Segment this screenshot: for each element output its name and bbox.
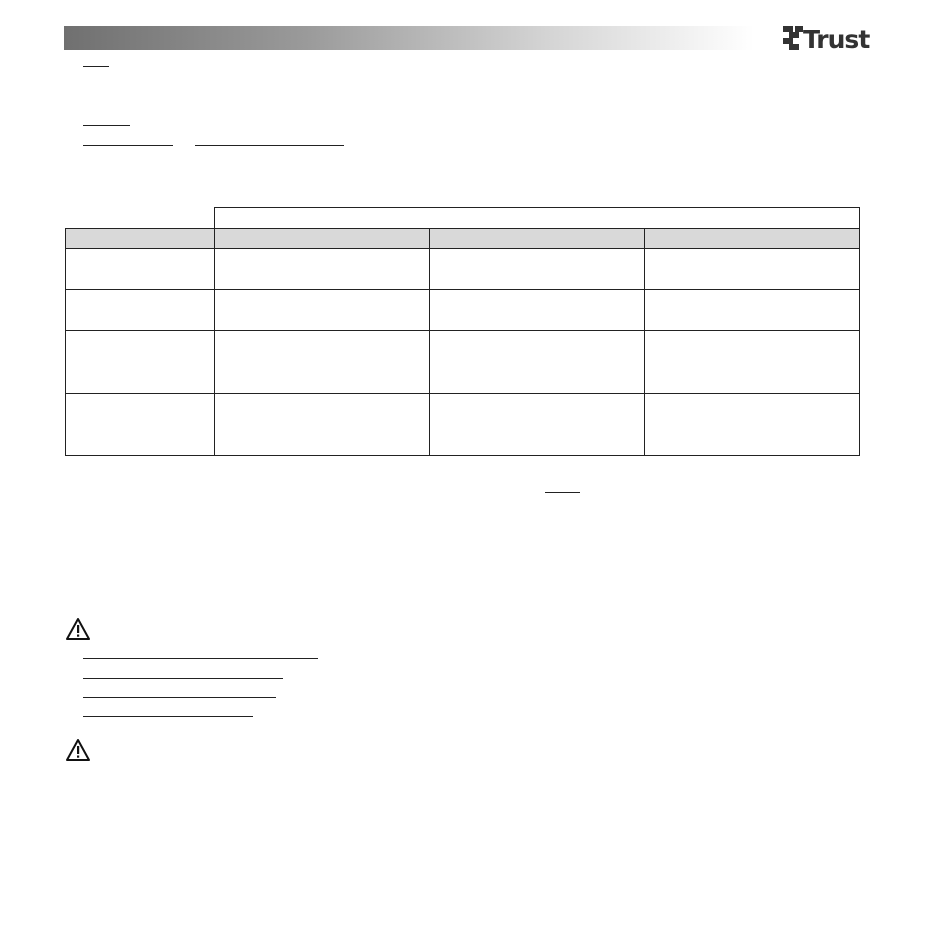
table-cell — [645, 394, 860, 456]
table-header-cell — [430, 229, 645, 249]
table-cell — [645, 290, 860, 331]
table-group-header — [215, 208, 860, 229]
link-underline — [195, 145, 344, 146]
link-underline — [83, 145, 173, 146]
trust-logo-text: Trust — [803, 25, 870, 52]
link-underline — [83, 678, 283, 679]
table-cell — [215, 331, 430, 394]
trust-logo-icon — [783, 26, 803, 50]
table-cell — [215, 249, 430, 290]
header-gradient-bar — [64, 26, 754, 50]
trust-logo — [783, 22, 891, 52]
table-header-cell — [645, 229, 860, 249]
table-cell — [430, 331, 645, 394]
table-cell — [66, 290, 215, 331]
table-header-cell — [66, 229, 215, 249]
table-cell — [66, 249, 215, 290]
link-underline — [83, 66, 109, 67]
table-header-cell — [215, 229, 430, 249]
table-cell — [430, 249, 645, 290]
table-cell — [215, 394, 430, 456]
link-underline — [545, 492, 580, 493]
table-cell — [66, 394, 215, 456]
table-cell — [430, 290, 645, 331]
warning-triangle-icon — [65, 617, 91, 641]
table-row — [66, 290, 860, 331]
spec-table — [65, 207, 859, 457]
link-underline — [83, 697, 276, 698]
table-corner-blank — [66, 208, 215, 229]
table-cell — [215, 290, 430, 331]
link-underline — [83, 125, 130, 126]
warning-triangle-icon — [65, 738, 91, 762]
table-cell — [66, 331, 215, 394]
table-row — [66, 249, 860, 290]
table-cell — [645, 331, 860, 394]
table-row — [66, 331, 860, 394]
table-row — [66, 394, 860, 456]
table-cell — [645, 249, 860, 290]
link-underline — [83, 716, 253, 717]
table-cell — [430, 394, 645, 456]
link-underline — [83, 658, 318, 659]
